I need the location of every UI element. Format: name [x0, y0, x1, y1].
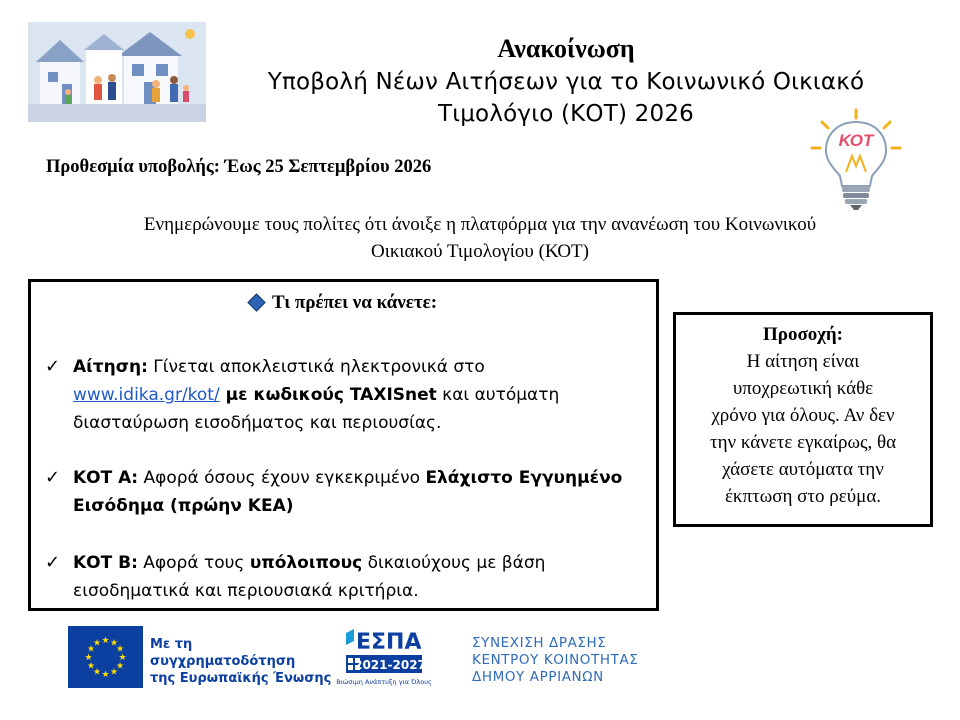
- item-bold-text: υπόλοιπους: [249, 553, 363, 573]
- espa-logo-icon: [336, 627, 432, 689]
- kdk-line-3: ΔΗΜΟΥ ΑΡΡΙΑΝΩΝ: [472, 669, 604, 685]
- item-label: ΚΟΤ Α:: [73, 468, 139, 488]
- attention-line: Η αίτηση είναι: [746, 351, 860, 372]
- eu-text-line-2: της Ευρωπαϊκής Ένωσης: [150, 671, 332, 686]
- item-bold-text: με κωδικούς TAXISnet: [219, 385, 437, 405]
- kot-bulb-logo: [808, 108, 904, 214]
- eu-flag-logo: [68, 626, 143, 688]
- svg-text:★: ★: [109, 667, 119, 678]
- svg-text:★: ★: [101, 670, 110, 680]
- list-item-kot-a: [45, 464, 642, 520]
- eu-stars-icon: [68, 626, 143, 688]
- attention-line: υποχρεωτική κάθε: [732, 378, 874, 399]
- item-text-2: και αυτόματη διασταύρωση εισοδήματος και περιουσίας.: [73, 385, 560, 433]
- list-item-application: [45, 353, 642, 437]
- espa-logo: [336, 627, 432, 689]
- checkmark-icon: ✓: [45, 467, 61, 488]
- svg-text:★: ★: [92, 638, 102, 649]
- kdk-line-2: ΚΕΝΤΡΟΥ ΚΟΙΝΟΤΗΤΑΣ: [472, 652, 639, 668]
- idika-link[interactable]: www.idika.gr/kot/: [73, 385, 220, 405]
- svg-text:★: ★: [84, 653, 93, 663]
- attention-box: [673, 312, 933, 527]
- subtitle-line-1: Υποβολή Νέων Αιτήσεων για το Κοινωνικό Οικιακό: [267, 69, 865, 95]
- todo-box: [28, 279, 659, 611]
- eu-cofunding-text: [150, 636, 340, 687]
- svg-text:★: ★: [86, 644, 96, 655]
- attention-line: χάσετε αυτόματα την: [722, 459, 884, 480]
- svg-text:★: ★: [86, 661, 96, 672]
- announcement-title: Ανακοίνωση: [497, 34, 635, 63]
- todo-title: [45, 290, 642, 316]
- svg-text:★: ★: [115, 644, 125, 655]
- subtitle-line-2: Τιμολόγιο (ΚΟΤ) 2026: [437, 101, 695, 127]
- svg-text:★: ★: [109, 638, 119, 649]
- svg-text:★: ★: [101, 636, 110, 646]
- lightbulb-icon: [808, 108, 904, 214]
- attention-line: έκπτωση στο ρεύμα.: [724, 486, 882, 507]
- hero-illustration: [28, 22, 206, 122]
- item-text-2: δικαιούχους με βάση εισοδηματικά και περιουσιακά κριτήρια.: [73, 553, 546, 601]
- item-label: ΚΟΤ Β:: [73, 553, 138, 573]
- espa-tagline: Βιώσιμη Ανάπτυξη για Όλους: [336, 678, 432, 686]
- checkmark-icon: ✓: [45, 356, 61, 377]
- header: [226, 32, 906, 130]
- item-text: Αφορά τους: [137, 553, 250, 573]
- svg-text:★: ★: [115, 661, 125, 672]
- attention-line: την κάνετε εγκαίρως, θα: [709, 432, 897, 453]
- deadline-text: Προθεσμία υποβολής: Έως 25 Σεπτεμβρίου 2026: [46, 157, 432, 177]
- diamond-bullet-icon: [247, 293, 265, 311]
- kdk-line-1: ΣΥΝΕΧΙΣΗ ΔΡΑΣΗΣ: [472, 635, 607, 651]
- item-bold-text: Ελάχιστο Εγγυημένο Εισόδημα (πρώην ΚΕΑ): [73, 468, 623, 516]
- list-item-kot-b: [45, 549, 642, 605]
- community-center-text: [472, 635, 638, 686]
- checkmark-icon: ✓: [45, 552, 61, 573]
- attention-title: Προσοχή:: [763, 324, 843, 345]
- intro-line-1: Ενημερώνουμε τους πολίτες ότι άνοιξε η πλατφόρμα για την ανανέωση του Κοινωνικού: [143, 214, 817, 235]
- item-text: Γίνεται αποκλειστικά ηλεκτρονικά στο: [147, 357, 485, 377]
- eu-text-line-1: Με τη συγχρηματοδότηση: [150, 637, 296, 669]
- intro-paragraph: [40, 211, 920, 265]
- houses-family-icon: [28, 22, 206, 122]
- attention-line: χρόνο για όλους. Αν δεν: [711, 405, 895, 426]
- kot-logo-text: ΚΟΤ: [838, 131, 874, 150]
- espa-years: 2021-2027: [354, 658, 426, 672]
- item-label: Αίτηση:: [73, 357, 148, 377]
- todo-title-text: Τι πρέπει να κάνετε:: [271, 292, 438, 313]
- svg-text:★: ★: [118, 653, 127, 663]
- item-text: Αφορά όσους έχουν εγκεκριμένο: [138, 468, 426, 488]
- svg-text:★: ★: [92, 667, 102, 678]
- espa-title: ΕΣΠΑ: [356, 630, 422, 655]
- intro-line-2: Οικιακού Τιμολογίου (ΚΟΤ): [371, 241, 589, 262]
